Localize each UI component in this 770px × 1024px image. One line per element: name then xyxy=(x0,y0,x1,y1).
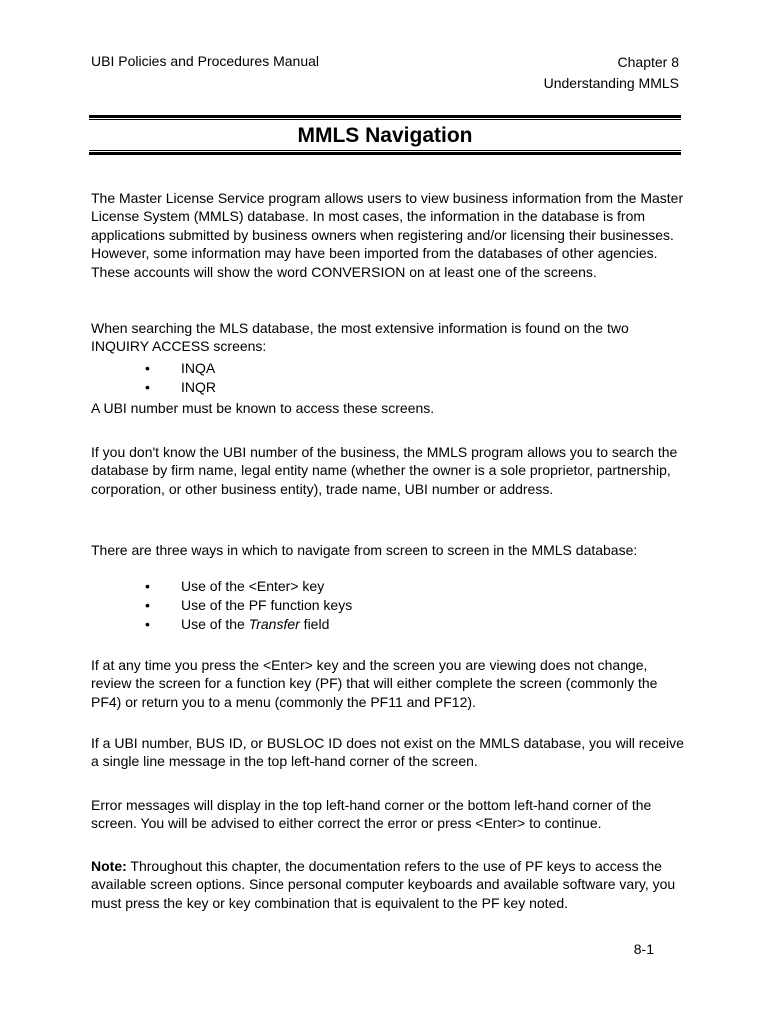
chapter-header xyxy=(544,52,679,94)
transfer-field-term: Transfer xyxy=(248,616,300,632)
bullet-icon: • xyxy=(145,597,150,613)
list-item-text: Use of the Transfer field xyxy=(181,616,330,632)
list-item xyxy=(145,359,216,378)
list-item-text: INQA xyxy=(181,360,216,376)
page-title: MMLS Navigation xyxy=(297,124,473,147)
intro-paragraph: The Master License Service program allows users to view business information from the Master License System (MMLS) database. In most cases, the information in the database is from applications submitted by business owners when registering and/or licensing their businesses. However, some information may have been imported from the databases of other agencies. These accounts will show the word CONVERSION on at least one of the screens. xyxy=(91,190,684,280)
list-item-text: INQR xyxy=(181,379,216,395)
chapter-title: Understanding MMLS xyxy=(543,75,679,91)
manual-title-header: UBI Policies and Procedures Manual xyxy=(91,53,320,69)
chapter-number: Chapter 8 xyxy=(617,54,679,70)
error-messages-paragraph: Error messages will display in the top left-hand corner or the bottom left-hand corner of the screen. You will be advised to either correct the error or press <Enter> to continue. xyxy=(91,797,652,832)
title-rule-bottom-thin xyxy=(89,150,681,151)
bullet-icon: • xyxy=(145,360,150,376)
list-item-text: Use of the <Enter> key xyxy=(181,578,325,594)
note-paragraph xyxy=(91,857,686,912)
inquiry-screens-list xyxy=(145,359,216,397)
list-item xyxy=(145,378,216,397)
title-rule-top-thin xyxy=(89,119,681,120)
bullet-icon: • xyxy=(145,616,150,632)
bullet-icon: • xyxy=(145,578,150,594)
page-number: 8-1 xyxy=(633,941,654,957)
navigation-paragraph: There are three ways in which to navigate from screen to screen in the MMLS database: xyxy=(91,542,638,558)
enter-key-paragraph: If at any time you press the <Enter> key and the screen you are viewing does not change, review the screen for a function key (PF) that will either complete the screen (commonly the PF4) or return you to a menu (commonly the PF11 and PF12). xyxy=(91,657,658,710)
search-options-paragraph: If you don't know the UBI number of the business, the MMLS program allows you to search the database by firm name, legal entity name (whether the owner is a sole proprietor, partnership, corporation, or other business entity), trade name, UBI number or address. xyxy=(91,444,678,497)
navigation-ways-list xyxy=(145,577,352,634)
title-rule-top-thick xyxy=(89,115,681,118)
search-paragraph: When searching the MLS database, the most extensive information is found on the two INQUIRY ACCESS screens: xyxy=(91,320,629,355)
list-item xyxy=(145,615,352,634)
title-rule-bottom-thick xyxy=(89,152,681,155)
ubi-required-paragraph: A UBI number must be known to access these screens. xyxy=(91,400,435,416)
list-item xyxy=(145,577,352,596)
note-label: Note: xyxy=(91,858,127,874)
bullet-icon: • xyxy=(145,379,150,395)
missing-id-paragraph: If a UBI number, BUS ID, or BUSLOC ID does not exist on the MMLS database, you will receive a single line message in the top left-hand corner of the screen. xyxy=(91,735,684,770)
note-text: Throughout this chapter, the documentation refers to the use of PF keys to access the available screen options. Since personal computer keyboards and available software vary, you must press the key or key combination that is equivalent to the PF key noted. xyxy=(91,858,676,911)
list-item xyxy=(145,596,352,615)
list-item-text: Use of the PF function keys xyxy=(181,597,353,613)
